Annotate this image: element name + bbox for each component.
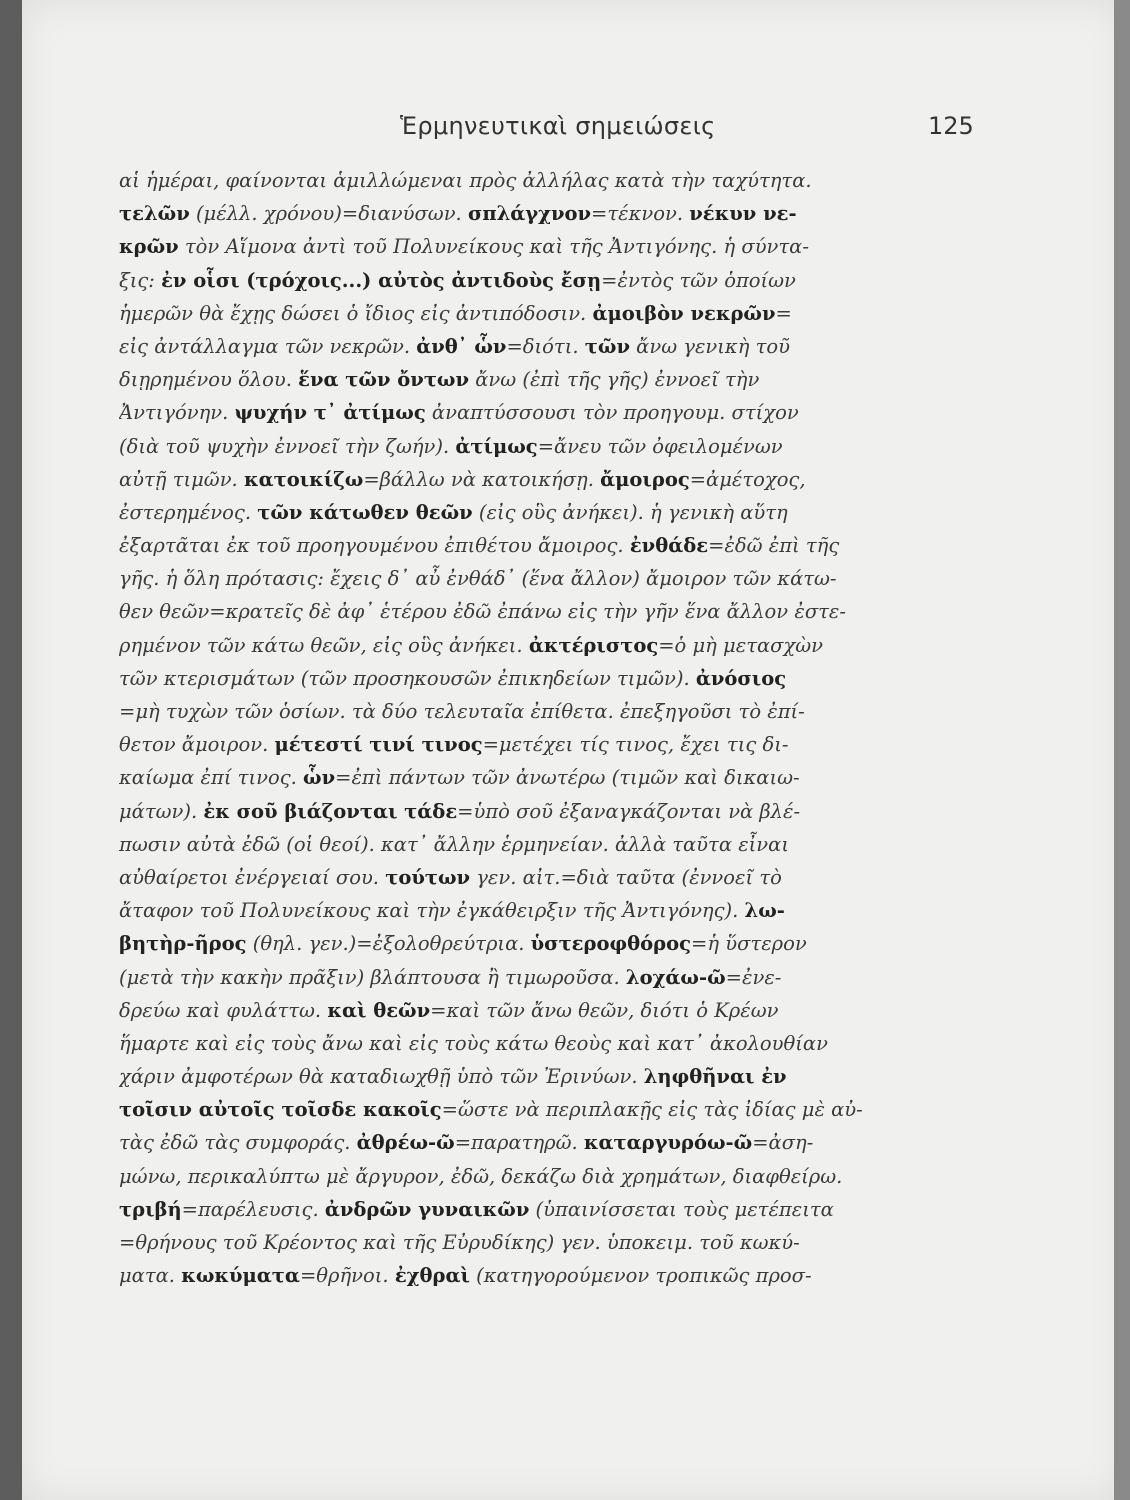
text-line [119,562,1005,595]
lemma-term: ψυχήν τ᾿ ἀτίμως [234,401,426,425]
lemma-term: λοχάω-ῶ [625,965,726,989]
text-line [119,230,1005,263]
lemma-term: βητὴρ-ῆρος [119,932,247,956]
gloss-text: ξις: [119,268,162,292]
text-line [119,396,1005,429]
gloss-text: =παρατηρῶ. [454,1131,584,1155]
text-line [119,662,1005,695]
gloss-text: =καὶ τῶν ἄνω θεῶν, διότι ὁ Κρέων [430,998,779,1022]
text-line [119,1093,1005,1126]
lemma-term: τούτων [385,865,471,889]
gloss-text: =θρήνους τοῦ Κρέοντος καὶ τῆς Εὐρυδίκης) γεν. ὑποκειμ. τοῦ κωκύ- [119,1231,800,1254]
gloss-text: τῶν κτερισμάτων (τῶν προσηκουσῶν ἐπικηδείων τιμῶν). [119,666,696,690]
gloss-text: =διότι. [506,334,585,358]
gloss-text: ἐξαρτᾶται ἐκ τοῦ προηγουμένου ἐπιθέτου ἄμοιρος. [119,534,630,558]
text-line [119,695,1005,728]
lemma-term: λω- [744,899,785,923]
lemma-term: ὧν [303,766,336,790]
text-line [119,1160,1005,1193]
gloss-text: =ὑπὸ σοῦ ἐξαναγκάζονται νὰ βλέ- [457,799,801,823]
lemma-term: ληφθῆναι ἐν [643,1065,787,1089]
lemma-term: ἐνθάδε [629,534,709,558]
gloss-text: Ἀντιγόνην. [119,401,235,425]
lemma-term: ἄμοιρος [600,467,690,491]
gloss-text: αὐθαίρετοι ἐνέργειαί σου. [119,865,386,889]
text-line [119,795,1005,828]
gloss-text: =ἐνε- [725,965,782,989]
lemma-term: ἀνθ᾿ ὧν [416,334,507,358]
text-line [119,1226,1005,1259]
gloss-text: =ὁ μὴ μετασχὼν [658,633,824,657]
text-line [119,330,1005,363]
text-line [119,595,1005,628]
lemma-term: ἀθρέω-ῶ [356,1131,455,1155]
gloss-text: =τέκνον. [591,202,690,226]
text-line [119,363,1005,396]
text-line [119,629,1005,662]
book-page [22,0,1122,1500]
text-line [119,297,1005,330]
gloss-text: ἡμερῶν θὰ ἔχῃς δώσει ὁ ἴδιος εἰς ἀντιπόδοσιν. [119,301,593,325]
text-line [119,1126,1005,1159]
text-line [119,430,1005,463]
gloss-text: ἐστερημένος. [119,500,258,524]
text-line [119,1027,1005,1060]
lemma-term: καταργυρόω-ῶ [583,1131,753,1155]
gloss-text: =ἐντὸς τῶν ὁποίων [601,268,796,292]
lemma-term: ἀμοιβὸν νεκρῶν [592,301,776,325]
gloss-text: =μὴ τυχὼν τῶν ὁσίων. τὰ δύο τελευταῖα ἐπίθετα. ἐπεξηγοῦσι τὸ ἐπί- [119,700,805,723]
text-line [119,994,1005,1027]
gloss-text: =ἀμέτοχος, [689,467,806,491]
text-line [119,1193,1005,1226]
gloss-text: γῆς. ἡ ὅλη πρότασις: ἔχεις δ᾿ αὖ ἐνθάδ᾿ (ἕνα ἄλλον) ἄμοιρον τῶν κάτω- [119,567,837,591]
text-line [119,894,1005,927]
text-line [119,861,1005,894]
lemma-term: σπλάγχνον [467,202,592,226]
lemma-term: ὑστεροφθόρος [530,932,692,956]
gloss-text: πωσιν αὐτὰ ἐδῶ (οἱ θεοί). κατ᾿ ἄλλην ἑρμηνείαν. ἀλλὰ ταῦτα εἶναι [119,832,789,856]
lemma-term: ἀνδρῶν γυναικῶν [324,1197,530,1221]
gloss-text: γεν. αἰτ.=διὰ ταῦτα (ἐννοεῖ τὸ [470,865,782,889]
text-line [119,197,1005,230]
gloss-text: θεν θεῶν=κρατεῖς δὲ ἀφ᾿ ἑτέρου ἐδῶ ἐπάνω εἰς τὴν γῆν ἕνα ἄλλον ἐστε- [119,600,846,624]
gloss-text: αἱ ἡμέραι, φαίνονται ἁμιλλώμεναι πρὸς ἀλλήλας κατὰ τὴν ταχύτητα. [119,169,812,192]
lemma-term: καὶ θεῶν [327,998,431,1022]
lemma-term: κατοικίζω [243,467,364,491]
text-line [119,828,1005,861]
text-line [119,496,1005,529]
commentary-text [119,164,1005,1292]
text-line [119,264,1005,297]
gloss-text: θετον ἄμοιρον. [119,733,275,757]
gloss-text: ματα. [119,1264,182,1288]
gloss-text: =θρῆνοι. [299,1264,395,1288]
gloss-text: =ἐπὶ πάντων τῶν ἀνωτέρω (τιμῶν καὶ δικαιω- [335,766,800,790]
text-line [119,529,1005,562]
gloss-text: ἀναπτύσσουσι τὸν προηγουμ. στίχον [425,401,799,425]
lemma-term: ἐν οἷσι (τρόχοις...) αὐτὸς ἀντιδοὺς ἔσῃ [161,268,602,292]
page-number: 125 [928,112,974,140]
lemma-term: ἐχθραὶ [394,1264,470,1288]
gloss-text: εἰς ἀντάλλαγμα τῶν νεκρῶν. [119,334,417,358]
gloss-text: (εἰς οὓς ἀνήκει). ἡ γενικὴ αὕτη [472,500,788,524]
text-line [119,1060,1005,1093]
text-line [119,728,1005,761]
lemma-term: τριβή [119,1197,182,1221]
text-line [119,927,1005,960]
lemma-term: κρῶν [119,235,179,259]
gloss-text: =ὥστε νὰ περιπλακῇς εἰς τὰς ἰδίας μὲ αὐ- [441,1098,863,1122]
gloss-text: (ὑπαινίσσεται τοὺς μετέπειτα [529,1197,834,1221]
text-line [119,1259,1005,1292]
lemma-term: τῶν [584,334,630,358]
gloss-text: (διὰ τοῦ ψυχὴν ἐννοεῖ τὴν ζωήν). [119,434,456,458]
text-line [119,164,1005,197]
running-header: Ἑρμηνευτικαὶ σημειώσεις [400,112,716,140]
gloss-text: =ἐδῶ ἐπὶ τῆς [708,534,840,558]
gloss-text: ἄταφον τοῦ Πολυνείκους καὶ τὴν ἐγκάθειρξιν τῆς Ἀντιγόνης). [119,899,745,923]
gloss-text: (θηλ. γεν.)=ἐξολοθρεύτρια. [246,932,531,956]
gloss-text: χάριν ἀμφοτέρων θὰ καταδιωχθῇ ὑπὸ τῶν Ἐρινύων. [119,1065,644,1089]
gloss-text: =παρέλευσις. [181,1197,325,1221]
lemma-term: ἐκ σοῦ βιάζονται τάδε [203,799,458,823]
gloss-text: μάτων). [119,799,204,823]
text-line [119,463,1005,496]
gloss-text: (κατηγορούμενον τροπικῶς προσ- [469,1264,812,1288]
lemma-term: ἀτίμως [455,434,538,458]
lemma-term: μέτεστί τινί τινος [274,733,483,757]
text-line [119,961,1005,994]
gloss-text: ρημένον τῶν κάτω θεῶν, εἰς οὓς ἀνήκει. [119,633,529,657]
gloss-text: αὐτῇ τιμῶν. [119,467,244,491]
gloss-text: διῃρημένου ὅλου. [119,368,299,392]
page-edge [1114,0,1130,1500]
lemma-term: τελῶν [119,202,190,226]
lemma-term: κωκύματα [181,1264,300,1288]
lemma-term: ἕνα τῶν ὄντων [298,368,470,392]
gloss-text: (μέλλ. χρόνου)=διανύσων. [189,202,468,226]
gloss-text: τὸν Αἵμονα ἀντὶ τοῦ Πολυνείκους καὶ τῆς Ἀντιγόνης. ἡ σύντα- [178,235,809,259]
gloss-text: =ἀση- [752,1131,814,1155]
gloss-text: ἄνω γενικὴ τοῦ [629,334,790,358]
gloss-text: = [775,301,792,325]
gloss-text: (μετὰ τὴν κακὴν πρᾶξιν) βλάπτουσα ἢ τιμωροῦσα. [119,965,626,989]
gloss-text: ἄνω (ἐπὶ τῆς γῆς) ἐννοεῖ τὴν [469,368,760,392]
gloss-text: =βάλλω νὰ κατοικήσῃ. [363,467,601,491]
gloss-text: μώνω, περικαλύπτω μὲ ἄργυρον, ἐδῶ, δεκάζω διὰ χρημάτων, διαφθείρω. [119,1164,843,1188]
lemma-term: νέκυν νε- [689,202,797,226]
lemma-term: τῶν κάτωθεν θεῶν [257,500,473,524]
gloss-text: τὰς ἐδῶ τὰς συμφοράς. [119,1131,357,1155]
gloss-text: δρεύω καὶ φυλάττω. [119,998,328,1022]
gloss-text: ἥμαρτε καὶ εἰς τοὺς ἄνω καὶ εἰς τοὺς κάτω θεοὺς καὶ κατ᾿ ἀκολουθίαν [119,1031,828,1055]
gloss-text: =ἡ ὕστερον [691,932,807,956]
lemma-term: τοῖσιν αὐτοῖς τοῖσδε κακοῖς [119,1098,442,1122]
lemma-term: ἀκτέριστος [528,633,659,657]
gloss-text: =ἄνευ τῶν ὀφειλομένων [537,434,783,458]
text-line [119,761,1005,794]
gloss-text: καίωμα ἐπί τινος. [119,766,304,790]
lemma-term: ἀνόσιος [695,666,787,690]
gloss-text: =μετέχει τίς τινος, ἔχει τις δι- [482,733,789,757]
